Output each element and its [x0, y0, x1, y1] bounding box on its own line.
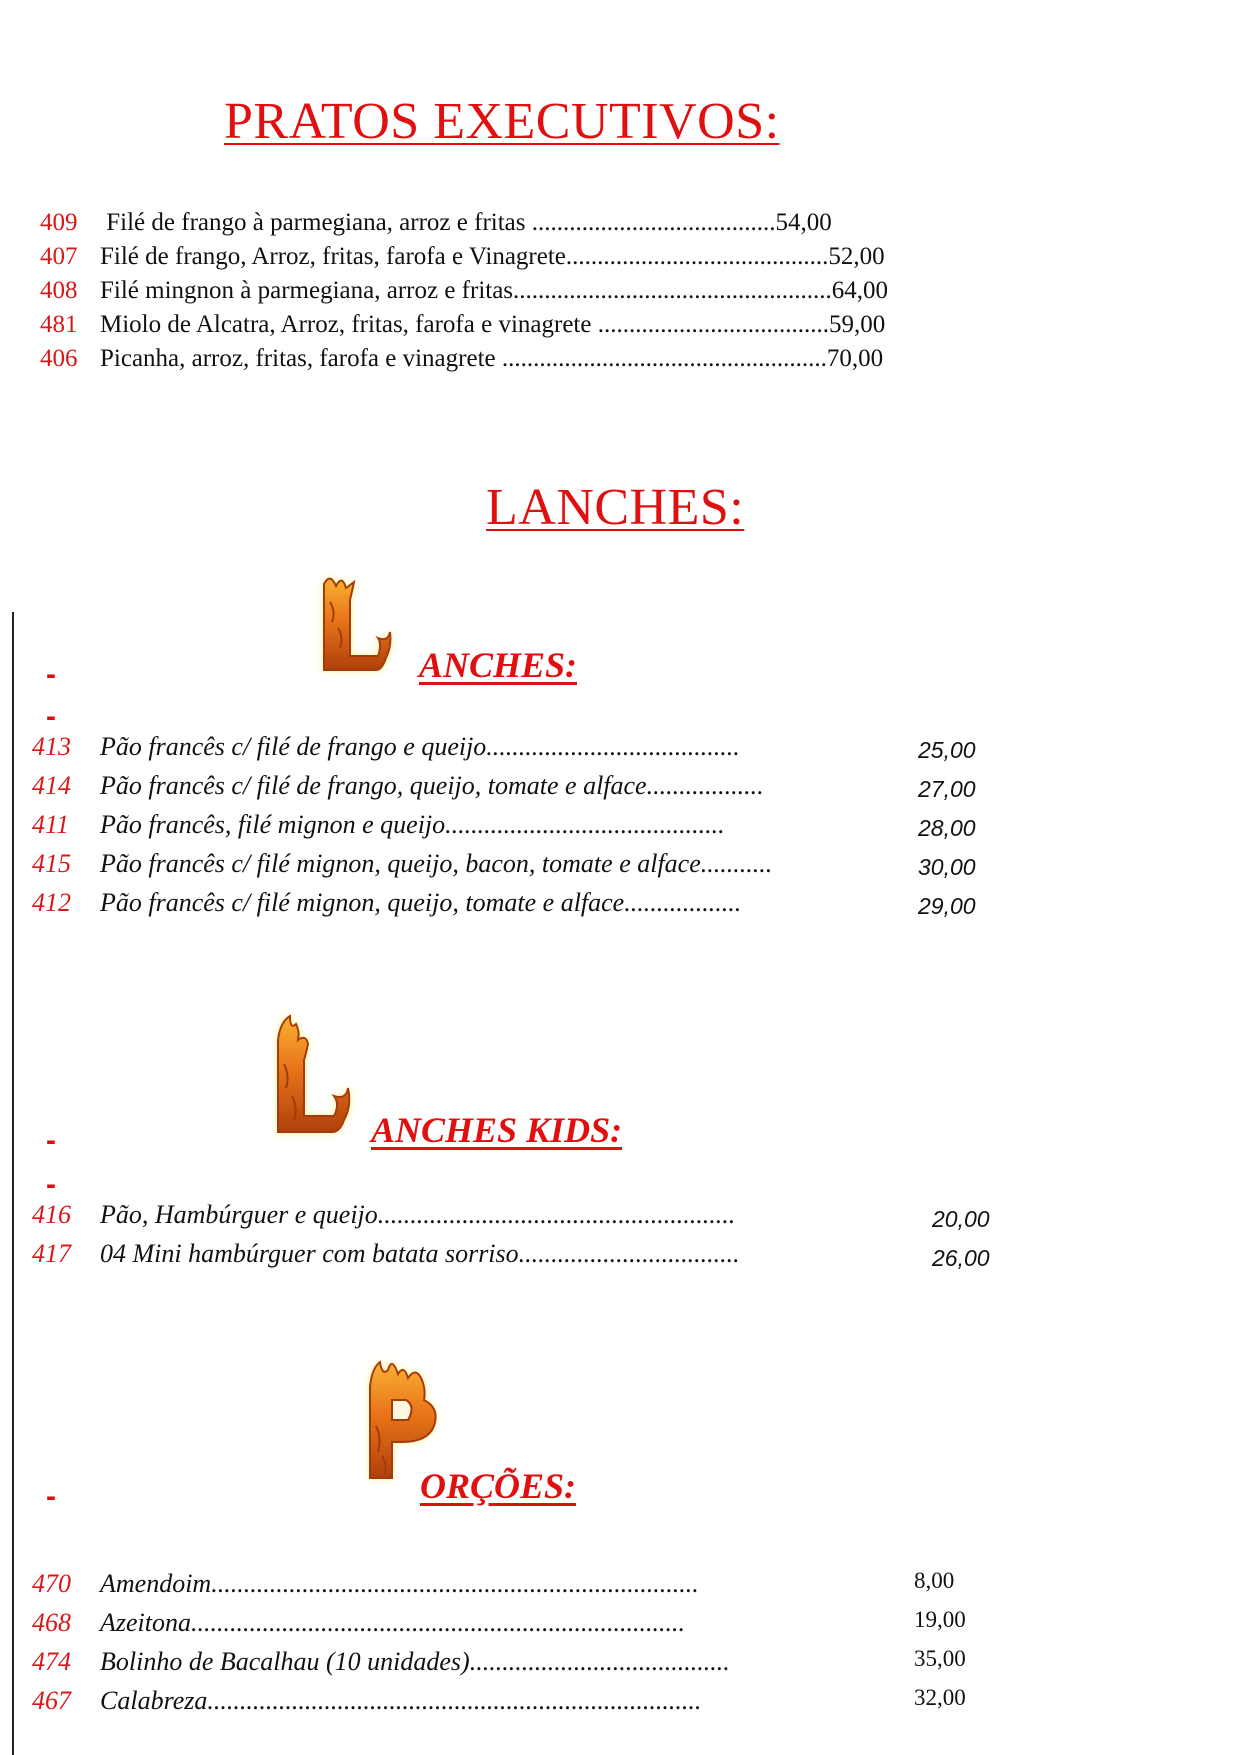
- menu-row: [32, 809, 725, 841]
- item-description: Bolinho de Bacalhau (10 unidades)........................................: [100, 1647, 730, 1676]
- item-price: 30,00: [918, 854, 976, 880]
- menu-row: [32, 1685, 701, 1717]
- menu-row: [32, 848, 772, 880]
- item-price: 32,00: [914, 1685, 966, 1710]
- list-marker: -: [46, 1480, 56, 1513]
- menu-row: [32, 1568, 699, 1600]
- item-description: Pão francês c/ filé de frango e queijo.......................................: [100, 732, 740, 761]
- flame-letter-l-icon: [316, 572, 406, 682]
- item-price: 28,00: [918, 815, 976, 841]
- lanches-section-title: ANCHES:: [419, 645, 578, 685]
- list-marker: -: [46, 1168, 56, 1201]
- item-price: 26,00: [932, 1245, 990, 1271]
- item-code: 413: [32, 732, 71, 761]
- item-code: 406: [40, 345, 78, 372]
- item-description: Pão francês, filé mignon e queijo...........................................: [100, 810, 725, 839]
- item-code: 409: [40, 209, 78, 236]
- item-description: Filé de frango, Arroz, fritas, farofa e Vinagrete..........................................52,00: [100, 243, 885, 270]
- list-marker: -: [46, 1124, 56, 1157]
- item-code: 407: [40, 243, 78, 270]
- item-code: 414: [32, 771, 71, 800]
- item-code: 411: [32, 810, 70, 839]
- list-marker: -: [46, 700, 56, 733]
- lanches-title: LANCHES:: [486, 479, 745, 536]
- item-code: 412: [32, 888, 71, 917]
- item-code: 415: [32, 849, 71, 878]
- lanches-kids-section-title: ANCHES KIDS:: [371, 1110, 623, 1150]
- item-description: Pão francês c/ filé mignon, queijo, bacon, tomate e alface...........: [100, 849, 773, 878]
- item-description: Miolo de Alcatra, Arroz, fritas, farofa e vinagrete .....................................59,00: [100, 311, 886, 338]
- item-code: 474: [32, 1647, 71, 1676]
- menu-row: [40, 242, 885, 272]
- item-description: Filé mingnon à parmegiana, arroz e fritas...................................................64,00: [100, 277, 889, 304]
- item-price: 8,00: [914, 1568, 955, 1593]
- menu-row: [32, 1646, 730, 1678]
- menu-row: [40, 276, 888, 306]
- item-description: 04 Mini hambúrguer com batata sorriso..................................: [100, 1239, 740, 1268]
- item-price: 35,00: [914, 1646, 966, 1671]
- item-price: 29,00: [918, 893, 976, 919]
- item-code: 467: [32, 1686, 71, 1715]
- pratos-title: PRATOS EXECUTIVOS:: [224, 93, 780, 150]
- item-code: 417: [32, 1239, 71, 1268]
- menu-row: [32, 1238, 740, 1270]
- porcoes-section-title: ORÇÕES:: [420, 1466, 577, 1506]
- item-description: Picanha, arroz, fritas, farofa e vinagrete ....................................................70,00: [100, 345, 884, 372]
- item-description: Azeitona............................................................................: [100, 1608, 685, 1637]
- menu-row: [40, 208, 832, 238]
- item-description: Pão, Hambúrguer e queijo.......................................................: [100, 1200, 736, 1229]
- item-code: 481: [40, 311, 78, 338]
- item-code: 416: [32, 1200, 71, 1229]
- menu-row: [32, 887, 741, 919]
- item-price: 25,00: [918, 737, 976, 763]
- item-description: Amendoim...........................................................................: [100, 1569, 699, 1598]
- item-description: Filé de frango à parmegiana, arroz e fritas .......................................54,00: [100, 209, 832, 236]
- flame-letter-l-icon: [268, 1016, 368, 1146]
- left-margin-rule: [12, 612, 14, 1755]
- item-price: 27,00: [918, 776, 976, 802]
- item-price: 19,00: [914, 1607, 966, 1632]
- item-description: Pão francês c/ filé de frango, queijo, tomate e alface..................: [100, 771, 764, 800]
- menu-row: [32, 770, 764, 802]
- item-price: 20,00: [932, 1206, 990, 1232]
- menu-row: [40, 344, 883, 374]
- menu-row: [32, 731, 740, 763]
- svg-text:P: P: [398, 1478, 399, 1479]
- item-code: 468: [32, 1608, 71, 1637]
- list-marker: -: [46, 658, 56, 691]
- item-description: Calabreza............................................................................: [100, 1686, 702, 1715]
- item-code: 470: [32, 1569, 71, 1598]
- menu-row: [40, 310, 885, 340]
- item-code: 408: [40, 277, 78, 304]
- menu-row: [32, 1199, 735, 1231]
- item-description: Pão francês c/ filé mignon, queijo, tomate e alface..................: [100, 888, 742, 917]
- menu-row: [32, 1607, 685, 1639]
